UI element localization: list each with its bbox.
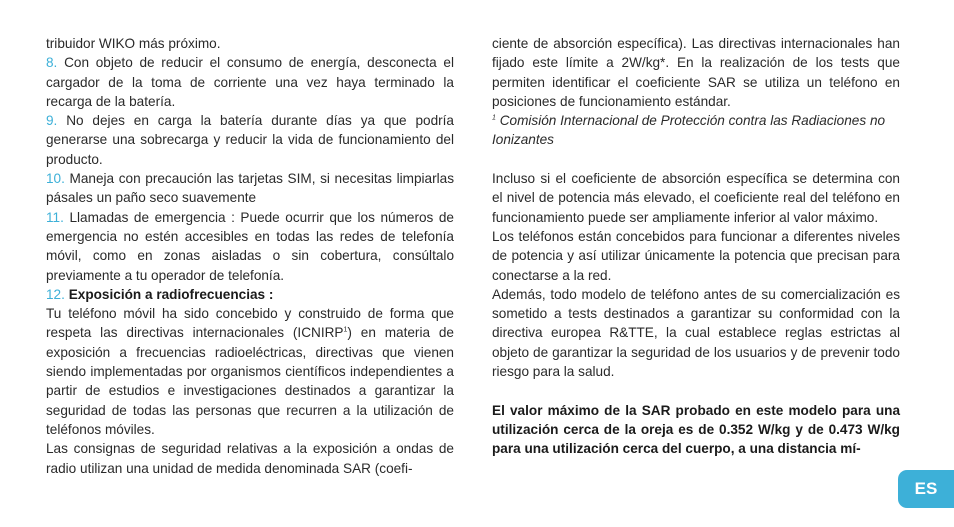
language-badge xyxy=(898,470,954,508)
paragraph-sar-intro: Las consignas de seguridad relativas a la exposición a ondas de radio utilizan una unidad de medida denominada SAR (coefi- xyxy=(46,441,454,476)
paragraph-icnirp xyxy=(46,304,454,439)
paragraph-power-level: Incluso si el coeficiente de absorción específica se determina con el nivel de potencia más elevado, el coeficiente real del teléfono en funcionamiento puede ser ampliamente inferior al valor máximo. xyxy=(492,171,900,225)
paragraph-text: ) en materia de exposición a frecuencias radioeléctricas, directivas que vienen siendo implementadas por organismos científicos independientes a partir de estudios e investigaciones destinados a garantizar la seguridad de todas las personas que recurren a la utilización de teléfonos móviles. xyxy=(46,325,454,437)
spacer xyxy=(492,381,900,400)
list-item-8 xyxy=(46,53,454,111)
item-text: No dejes en carga la batería durante días ya que podría generarse una sobrecarga y reducir la vida de funcionamiento del producto. xyxy=(46,113,454,167)
paragraph-distributor: tribuidor WIKO más próximo. xyxy=(46,36,221,51)
item-number: 9. xyxy=(46,113,58,129)
item-number: 10. xyxy=(46,171,65,187)
left-column xyxy=(46,34,454,478)
item-number: 11. xyxy=(46,209,64,225)
list-item-12 xyxy=(46,285,454,304)
item-number: 8. xyxy=(46,55,58,71)
footnote xyxy=(492,111,900,150)
language-label: ES xyxy=(914,479,938,498)
item-text: Con objeto de reducir el consumo de energía, desconecta el cargador de la toma de corriente una vez haya terminado la recarga de la batería. xyxy=(46,55,454,109)
paragraph-power-levels: Los teléfonos están concebidos para funcionar a diferentes niveles de potencia y así utilizar únicamente la potencia que precisan para conectarse a la red. xyxy=(492,228,900,283)
right-column xyxy=(492,34,900,459)
paragraph-sar-limit: ciente de absorción específica). Las directivas internacionales han fijado este límite a 2W/kg*. En la realización de los tests que permiten identificar el coeficiente SAR se utiliza un teléfono en posiciones de funcionamiento estándar. xyxy=(492,36,900,109)
paragraph-sar-values: El valor máximo de la SAR probado en este modelo para una utilización cerca de la oreja es de 0.352 W/kg y de 0.473 W/kg para una utilización cerca del cuerpo, a una distancia mí- xyxy=(492,402,900,457)
list-item-9 xyxy=(46,111,454,169)
list-item-11 xyxy=(46,208,454,285)
footnote-mark: 1 xyxy=(492,114,496,122)
list-item-10 xyxy=(46,169,454,208)
spacer xyxy=(492,150,900,169)
paragraph-text: Tu teléfono móvil ha sido concebido y construido de forma que respeta las directivas internacionales (ICNIRP xyxy=(46,306,454,341)
footnote-text: Comisión Internacional de Protección contra las Radiaciones no Ionizantes xyxy=(492,113,886,148)
item-number: 12. xyxy=(46,286,65,302)
footnote-ref: 1 xyxy=(343,326,348,334)
item-text: Llamadas de emergencia : Puede ocurrir que los números de emergencia no estén accesibles en todas las redes de telefonía móvil, como en zonas aisladas o sin cobertura, consúltalo previamente a tu operador de telefonía. xyxy=(46,209,454,283)
item-text: Maneja con precaución las tarjetas SIM, si necesitas limpiarlas pásales un paño seco suavemente xyxy=(46,171,454,206)
section-heading: Exposición a radiofrecuencias : xyxy=(68,286,274,302)
paragraph-rtte: Además, todo modelo de teléfono antes de su comercialización es sometido a tests destinados a garantizar su conformidad con la directiva europea R&TTE, la cual establece reglas estrictas al objeto de garantizar la seguridad de los usuarios y de prevenir todo riesgo para la salud. xyxy=(492,286,900,380)
